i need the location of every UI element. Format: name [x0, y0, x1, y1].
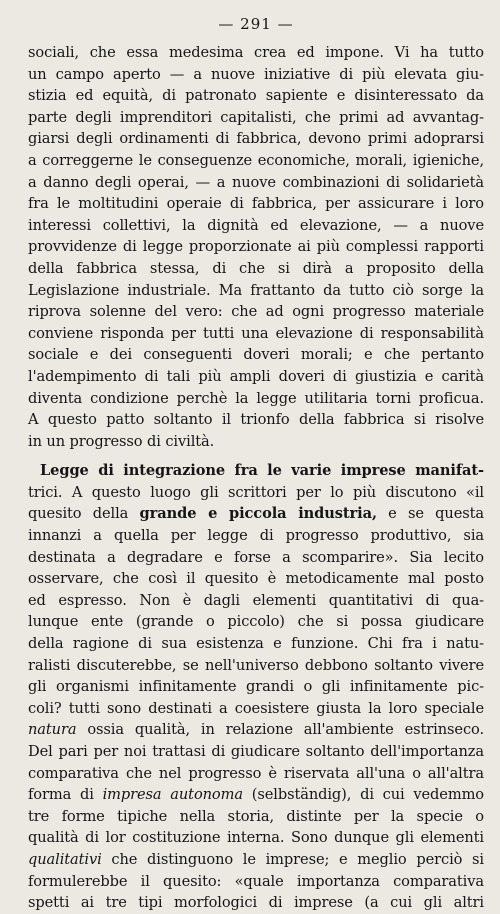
text-line: ralisti discuterebbe, se nell'universo debbono soltanto vivere	[28, 656, 484, 674]
text-line: a correggerne le conseguenze economiche, morali, igieniche,	[28, 151, 484, 169]
text-line: stizia ed equità, di patronato sapiente e disinteressato da	[28, 87, 484, 105]
text-line: destinata a degradare e forse a scomparire». Sia lecito	[28, 548, 484, 566]
text-line: provvidenze di legge proporzionate ai più complessi rapporti	[28, 238, 484, 256]
text-line: lunque ente (grande o piccolo) che si possa giudicare	[28, 613, 484, 631]
text-line: a danno degli operai, — a nuove combinazioni di solidarietà	[28, 173, 484, 191]
text-line: Del pari per noi trattasi di giudicare soltanto dell'importanza	[28, 743, 484, 760]
text-line: comparativa che nel progresso è riservata all'una o all'altra	[28, 764, 484, 782]
paragraph-gap	[28, 452, 484, 460]
text-line: spetti ai tre tipi morfologici di imprese (a cui gli altri	[28, 894, 484, 912]
text-line: parte degli imprenditori capitalisti, che primi ad avvantag-	[28, 108, 484, 126]
text-line: fra le moltitudini operaie di fabbrica, per assicurare i loro	[28, 195, 484, 213]
text-line: trici. A questo luogo gli scrittori per lo più discutono «il	[28, 483, 484, 501]
text-line: sociale e dei conseguenti doveri morali; e che pertanto	[28, 346, 484, 364]
text-line: natura ossia qualità, in relazione all'ambiente estrinseco.	[28, 721, 484, 739]
text-line: della ragione di sua esistenza e funzione. Chi fra i natu-	[28, 635, 484, 653]
page-number: — 291 —	[218, 15, 294, 33]
text-line: interessi collettivi, la dignità ed elevazione, — a nuove	[28, 216, 484, 234]
text-line: A questo patto soltanto il trionfo della fabbrica si risolve	[28, 411, 484, 429]
text-line: riprova solenne del vero: che ad ogni progresso materiale	[28, 303, 484, 321]
text-line: coli? tutti sono destinati a coesistere giusta la loro speciale	[28, 699, 484, 717]
text-line: un campo aperto — a nuove iniziative di più elevata giu-	[28, 65, 484, 83]
text-line: diventa condizione perchè la legge utilitaria torni proficua.	[28, 389, 484, 407]
text-line: sociali, che essa medesima crea ed impone. Vi ha tutto	[28, 44, 484, 61]
text-line: qualità di lor costituzione interna. Sono dunque gli elementi	[28, 829, 484, 847]
text-line: giarsi degli ordinamenti di fabbrica, devono primi adoprarsi	[28, 130, 484, 148]
text-line: tre forme tipiche nella storia, distinte per la specie o	[28, 807, 484, 825]
text-line: Legislazione industriale. Ma frattanto da tutto ciò sorge la	[28, 281, 484, 299]
text-line: gli organismi infinitamente grandi o gli infinitamente pic-	[28, 678, 484, 696]
text-line: forma di impresa autonoma (selbständig), di cui vedemmo	[28, 786, 484, 804]
text-line: qualitativi che distinguono le imprese; e meglio perciò si	[28, 850, 484, 868]
section-heading: Legge di integrazione fra le varie imprese manifat-	[40, 462, 484, 480]
text-line: innanzi a quella per legge di progresso produttivo, sia	[28, 527, 484, 545]
text-line: osservare, che così il quesito è metodicamente mal posto	[28, 570, 484, 588]
text-line: l'adempimento di tali più ampli doveri di giustizia e carità	[28, 367, 484, 385]
text-line: ed espresso. Non è dagli elementi quantitativi di qua-	[28, 591, 484, 609]
text-line: in un progresso di civiltà.	[28, 432, 215, 450]
paragraph-2	[28, 460, 484, 913]
section-heading-line	[28, 460, 484, 482]
paragraph-1	[28, 42, 484, 452]
text-line: della fabbrica stessa, di che si dirà a proposito della	[28, 259, 484, 277]
text-line: quesito della grande e piccola industria, e se questa	[28, 505, 484, 523]
text-line: formulerebbe il quesito: «quale importanza comparativa	[28, 872, 484, 890]
text-line: conviene risponda per tutti una elevazione di responsabilità	[28, 324, 484, 342]
